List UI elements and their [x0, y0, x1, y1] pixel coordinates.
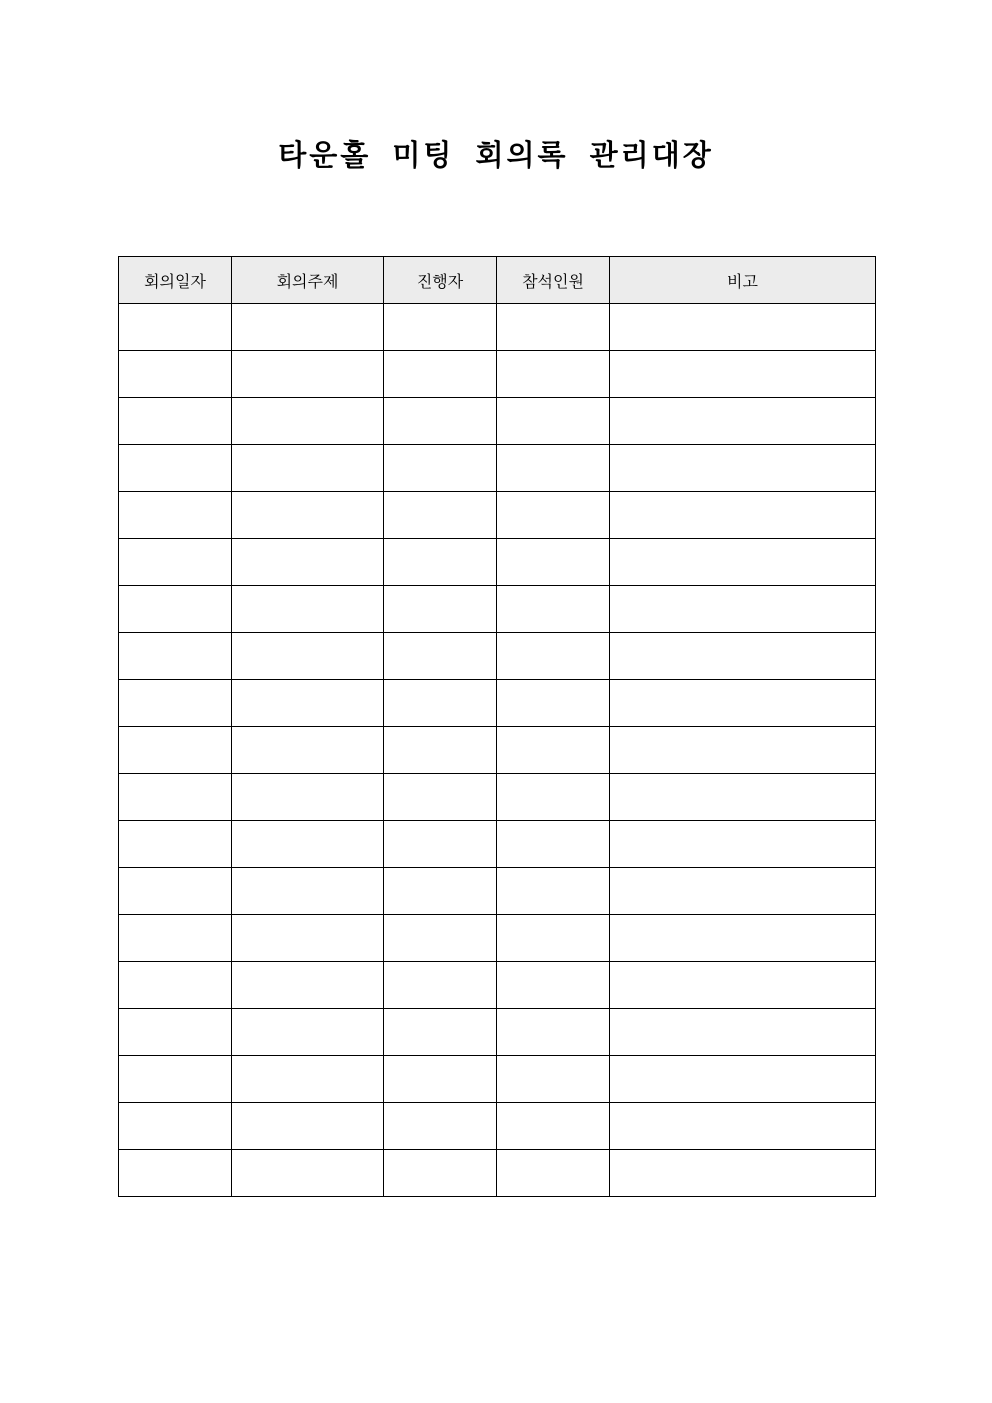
attendees-cell[interactable] — [497, 445, 610, 492]
meeting-topic-cell[interactable] — [232, 492, 384, 539]
facilitator-cell[interactable] — [384, 398, 497, 445]
table-row — [119, 539, 876, 586]
facilitator-cell[interactable] — [384, 586, 497, 633]
meeting-date-cell[interactable] — [119, 962, 232, 1009]
remarks-cell[interactable] — [610, 1103, 876, 1150]
facilitator-cell[interactable] — [384, 821, 497, 868]
attendees-cell[interactable] — [497, 1150, 610, 1197]
meeting-topic-cell[interactable] — [232, 1150, 384, 1197]
meeting-date-cell[interactable] — [119, 445, 232, 492]
meeting-topic-cell[interactable] — [232, 868, 384, 915]
attendees-cell[interactable] — [497, 962, 610, 1009]
attendees-cell[interactable] — [497, 1009, 610, 1056]
table-row — [119, 680, 876, 727]
meeting-date-cell[interactable] — [119, 1056, 232, 1103]
table-row — [119, 633, 876, 680]
table-row — [119, 1009, 876, 1056]
table-header — [119, 257, 876, 304]
table-row — [119, 774, 876, 821]
table-row — [119, 351, 876, 398]
meeting-topic-cell[interactable] — [232, 539, 384, 586]
table-row — [119, 1103, 876, 1150]
page-title: 타운홀 미팅 회의록 관리대장 — [278, 138, 714, 172]
facilitator-cell[interactable] — [384, 1150, 497, 1197]
meeting-date-cell[interactable] — [119, 351, 232, 398]
facilitator-cell[interactable] — [384, 680, 497, 727]
facilitator-cell[interactable] — [384, 774, 497, 821]
remarks-cell[interactable] — [610, 1056, 876, 1103]
meeting-date-cell[interactable] — [119, 304, 232, 351]
table-body — [119, 304, 876, 1197]
meeting-topic-cell[interactable] — [232, 727, 384, 774]
meeting-topic-cell[interactable] — [232, 633, 384, 680]
attendees-cell[interactable] — [497, 304, 610, 351]
table-row — [119, 492, 876, 539]
remarks-cell[interactable] — [610, 586, 876, 633]
meeting-date-cell[interactable] — [119, 1150, 232, 1197]
facilitator-cell[interactable] — [384, 1056, 497, 1103]
attendees-cell[interactable] — [497, 398, 610, 445]
attendees-cell[interactable] — [497, 727, 610, 774]
meeting-date-cell[interactable] — [119, 1103, 232, 1150]
facilitator-cell[interactable] — [384, 962, 497, 1009]
facilitator-cell[interactable] — [384, 633, 497, 680]
remarks-cell[interactable] — [610, 445, 876, 492]
table-row — [119, 868, 876, 915]
remarks-cell[interactable] — [610, 304, 876, 351]
facilitator-cell[interactable] — [384, 539, 497, 586]
attendees-cell[interactable] — [497, 774, 610, 821]
remarks-cell[interactable] — [610, 539, 876, 586]
header-meeting-date: 회의일자 — [119, 257, 232, 304]
meeting-topic-cell[interactable] — [232, 351, 384, 398]
facilitator-cell[interactable] — [384, 1103, 497, 1150]
attendees-cell[interactable] — [497, 633, 610, 680]
table-row — [119, 445, 876, 492]
remarks-cell[interactable] — [610, 774, 876, 821]
table-row — [119, 586, 876, 633]
attendees-cell[interactable] — [497, 351, 610, 398]
remarks-cell[interactable] — [610, 492, 876, 539]
remarks-cell[interactable] — [610, 351, 876, 398]
table-row — [119, 304, 876, 351]
meeting-topic-cell[interactable] — [232, 1056, 384, 1103]
facilitator-cell[interactable] — [384, 445, 497, 492]
meeting-date-cell[interactable] — [119, 821, 232, 868]
meeting-date-cell[interactable] — [119, 633, 232, 680]
meeting-topic-cell[interactable] — [232, 1009, 384, 1056]
meeting-date-cell[interactable] — [119, 774, 232, 821]
remarks-cell[interactable] — [610, 398, 876, 445]
meeting-date-cell[interactable] — [119, 1009, 232, 1056]
table-row — [119, 962, 876, 1009]
remarks-cell[interactable] — [610, 727, 876, 774]
header-row — [119, 257, 876, 304]
meeting-topic-cell[interactable] — [232, 962, 384, 1009]
facilitator-cell[interactable] — [384, 868, 497, 915]
attendees-cell[interactable] — [497, 915, 610, 962]
meeting-topic-cell[interactable] — [232, 398, 384, 445]
attendees-cell[interactable] — [497, 680, 610, 727]
remarks-cell[interactable] — [610, 1150, 876, 1197]
meeting-date-cell[interactable] — [119, 680, 232, 727]
facilitator-cell[interactable] — [384, 1009, 497, 1056]
attendees-cell[interactable] — [497, 492, 610, 539]
table-row — [119, 1056, 876, 1103]
meeting-date-cell[interactable] — [119, 398, 232, 445]
meeting-topic-cell[interactable] — [232, 1103, 384, 1150]
facilitator-cell[interactable] — [384, 304, 497, 351]
meeting-topic-cell[interactable] — [232, 304, 384, 351]
remarks-cell[interactable] — [610, 1009, 876, 1056]
meeting-topic-cell[interactable] — [232, 680, 384, 727]
facilitator-cell[interactable] — [384, 727, 497, 774]
table-row — [119, 821, 876, 868]
facilitator-cell[interactable] — [384, 351, 497, 398]
meeting-date-cell[interactable] — [119, 915, 232, 962]
attendees-cell[interactable] — [497, 586, 610, 633]
attendees-cell[interactable] — [497, 821, 610, 868]
remarks-cell[interactable] — [610, 868, 876, 915]
header-attendees: 참석인원 — [497, 257, 610, 304]
remarks-cell[interactable] — [610, 680, 876, 727]
remarks-cell[interactable] — [610, 633, 876, 680]
meeting-topic-cell[interactable] — [232, 915, 384, 962]
meeting-date-cell[interactable] — [119, 492, 232, 539]
header-remarks: 비고 — [610, 257, 876, 304]
table-row — [119, 915, 876, 962]
header-facilitator: 진행자 — [384, 257, 497, 304]
meeting-topic-cell[interactable] — [232, 774, 384, 821]
facilitator-cell[interactable] — [384, 492, 497, 539]
remarks-cell[interactable] — [610, 821, 876, 868]
header-meeting-topic: 회의주제 — [232, 257, 384, 304]
meeting-date-cell[interactable] — [119, 586, 232, 633]
table-row — [119, 727, 876, 774]
meeting-log-table — [118, 256, 876, 1197]
meeting-topic-cell[interactable] — [232, 586, 384, 633]
remarks-cell[interactable] — [610, 962, 876, 1009]
meeting-date-cell[interactable] — [119, 727, 232, 774]
attendees-cell[interactable] — [497, 539, 610, 586]
meeting-topic-cell[interactable] — [232, 445, 384, 492]
remarks-cell[interactable] — [610, 915, 876, 962]
meeting-date-cell[interactable] — [119, 539, 232, 586]
table-row — [119, 1150, 876, 1197]
meeting-date-cell[interactable] — [119, 868, 232, 915]
attendees-cell[interactable] — [497, 868, 610, 915]
attendees-cell[interactable] — [497, 1056, 610, 1103]
attendees-cell[interactable] — [497, 1103, 610, 1150]
table-row — [119, 398, 876, 445]
facilitator-cell[interactable] — [384, 915, 497, 962]
meeting-topic-cell[interactable] — [232, 821, 384, 868]
